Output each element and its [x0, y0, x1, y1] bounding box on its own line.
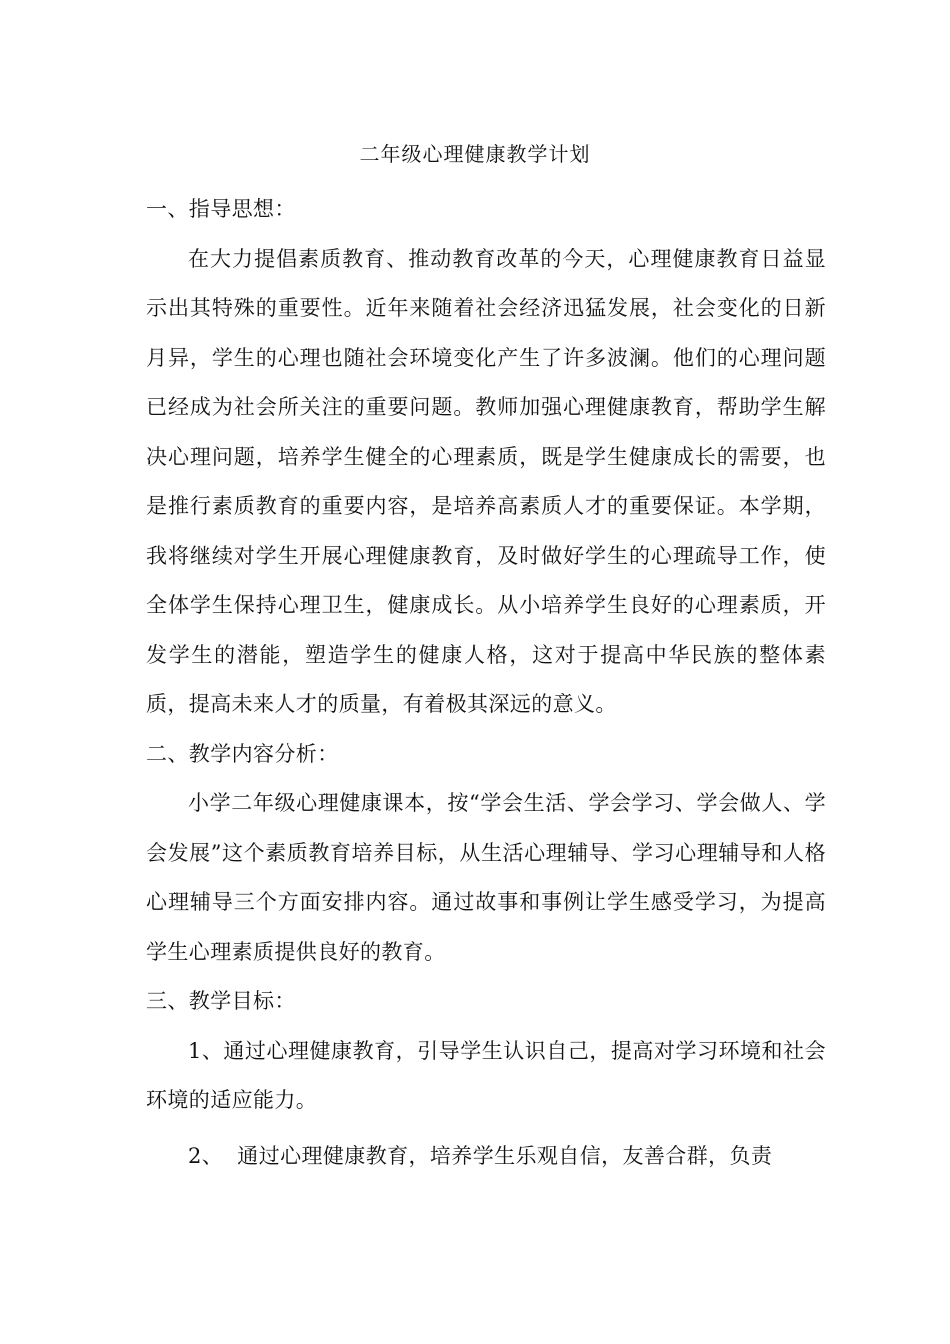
paragraph-content-analysis: 小学二年级心理健康课本，按“学会生活、学会学习、学会做人、学会发展”这个素质教育培养目标，从生活心理辅导、学习心理辅导和人格心理辅导三个方面安排内容。通过故事和事例让学生感受学习，为提高学生心理素质提供良好的教育。	[146, 791, 826, 964]
section-heading-content-analysis: 二、教学内容分析：	[146, 741, 339, 766]
section-heading-guiding-thought: 一、指导思想：	[146, 197, 296, 221]
document-body	[146, 185, 826, 1181]
goal-item-2: 2、 通过心理健康教育，培养学生乐观自信，友善合群，负责	[188, 1143, 773, 1168]
goal-item-1: 1、通过心理健康教育，引导学生认识自己，提高对学习环境和社会环境的适应能力。	[146, 1038, 826, 1112]
section-heading-teaching-goals: 三、教学目标：	[146, 989, 296, 1013]
document-title: 二年级心理健康教学计划	[359, 142, 591, 166]
paragraph-guiding-thought: 在大力提倡素质教育、推动教育改革的今天，心理健康教育日益显示出其特殊的重要性。近年来随着社会经济迅猛发展，社会变化的日新月异，学生的心理也随社会环境变化产生了许多波澜。他们的心理问题已经成为社会所关注的重要问题。教师加强心理健康教育，帮助学生解决心理问题，培养学生健全的心理素质，既是学生健康成长的需要，也是推行素质教育的重要内容，是培养高素质人才的重要保证。本学期，我将继续对学生开展心理健康教育，及时做好学生的心理疏导工作，使全体学生保持心理卫生，健康成长。从小培养学生良好的心理素质，开发学生的潜能，塑造学生的健康人格，这对于提高中华民族的整体素质，提高未来人才的质量，有着极其深远的意义。	[146, 246, 826, 716]
